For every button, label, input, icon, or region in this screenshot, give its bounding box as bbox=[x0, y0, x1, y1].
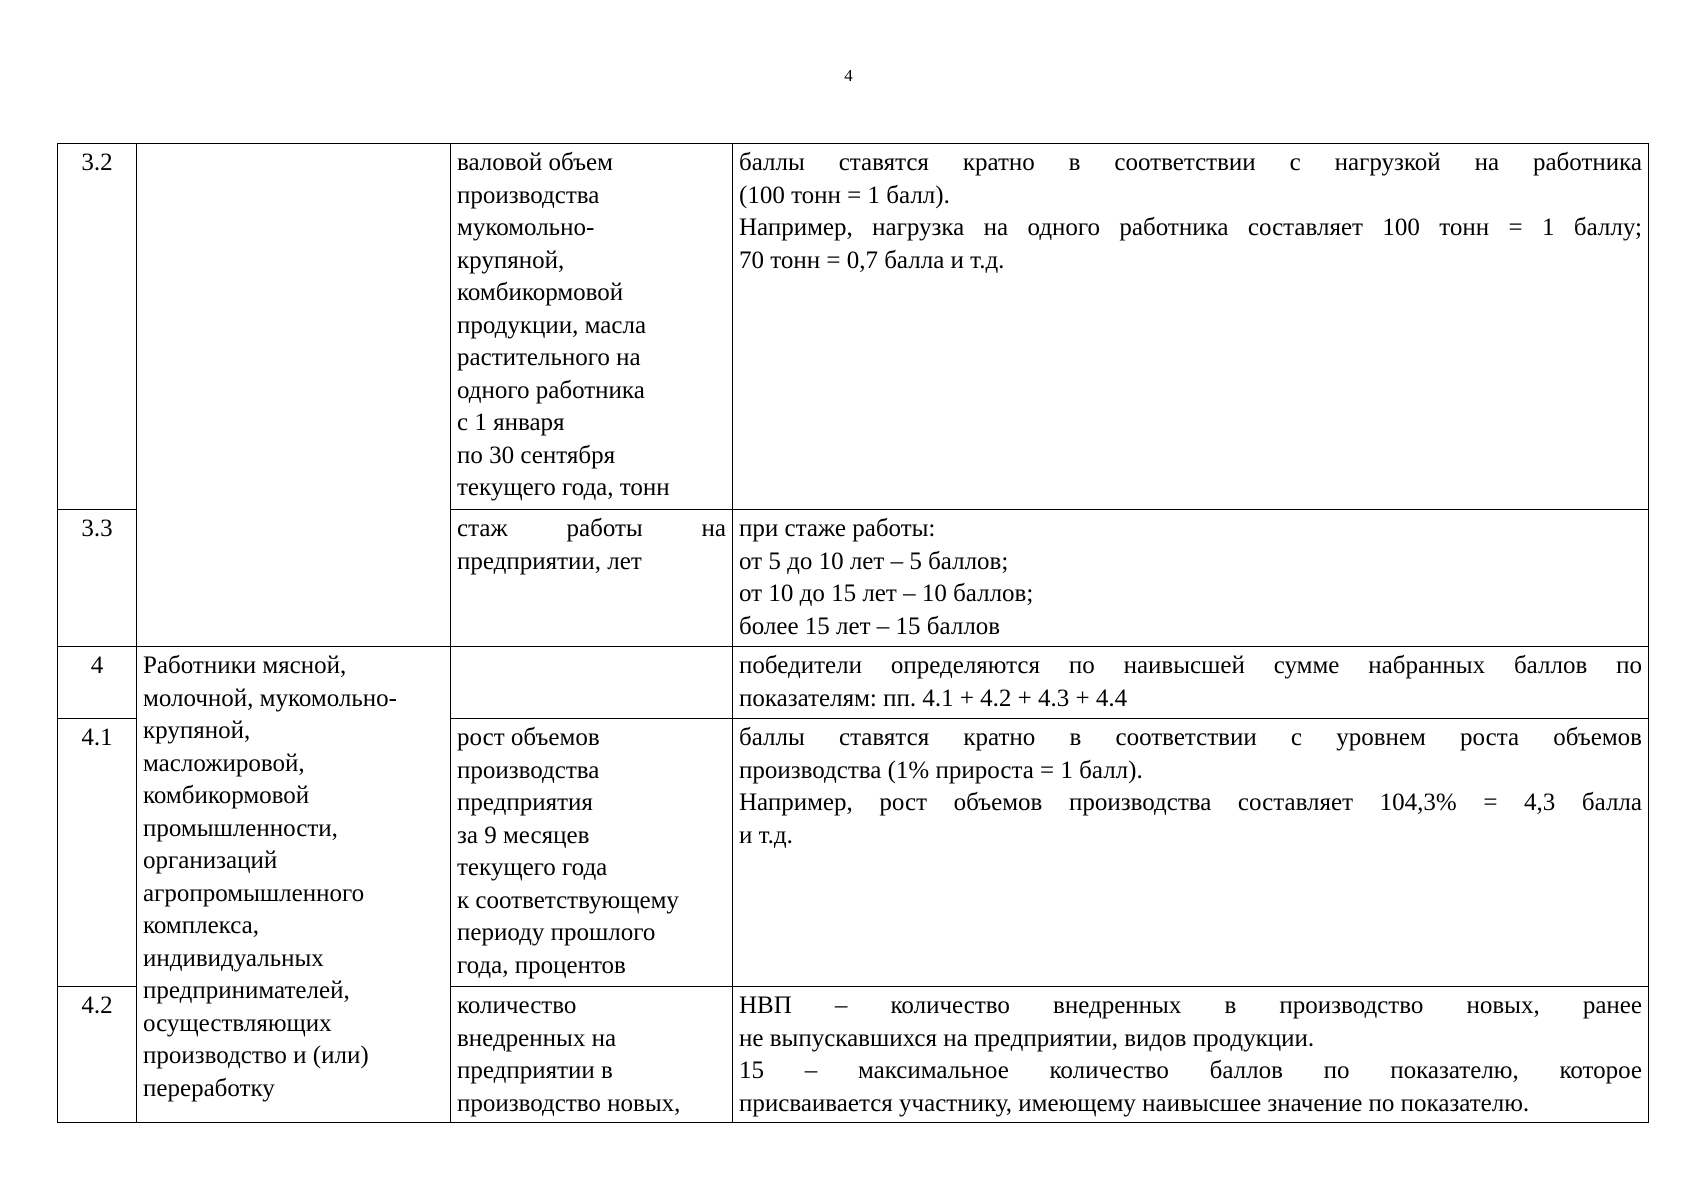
description-cell bbox=[733, 987, 1649, 1123]
description-line: победители определяются по наивысшей сумме набранных баллов по bbox=[739, 652, 1642, 679]
category-line: переработку bbox=[143, 1074, 275, 1102]
description-line: 15 – максимальное количество баллов по показателю, которое bbox=[739, 1057, 1642, 1084]
indicator-line: с 1 января bbox=[457, 409, 565, 436]
description-line: не выпускавшихся на предприятии, видов продукции. bbox=[739, 1024, 1315, 1052]
description-line: (100 тонн = 1 балл). bbox=[739, 181, 950, 209]
indicator-line: валовой объем bbox=[457, 149, 613, 176]
description-line: более 15 лет – 15 баллов bbox=[739, 612, 1001, 640]
indicator-cell bbox=[451, 719, 733, 987]
description-line: присваивается участнику, имеющему наивысшее значение по показателю. bbox=[739, 1089, 1530, 1117]
description-line: и т.д. bbox=[739, 821, 793, 849]
indicator-line: продукции, масла bbox=[457, 311, 647, 339]
indicator-line: текущего года bbox=[457, 854, 608, 881]
description-line: показателям: пп. 4.1 + 4.2 + 4.3 + 4.4 bbox=[739, 684, 1128, 712]
indicator-line: года, процентов bbox=[457, 951, 626, 979]
indicator-line: предприятии в bbox=[457, 1057, 613, 1084]
table-row-4 bbox=[58, 647, 1649, 719]
indicator-line: производство новых, bbox=[457, 1089, 681, 1117]
indicator-line: периоду прошлого bbox=[457, 919, 656, 946]
indicator-line: к соответствующему bbox=[457, 886, 679, 914]
category-line: масложировой, bbox=[143, 749, 305, 777]
category-line: крупяной, bbox=[143, 717, 251, 744]
description-line: Например, нагрузка на одного работника составляет 100 тонн = 1 баллу; bbox=[739, 214, 1642, 241]
indicator-line: стаж работы на bbox=[457, 515, 726, 542]
category-line: производство и (или) bbox=[143, 1042, 369, 1069]
description-cell bbox=[733, 647, 1649, 719]
category-line: молочной, мукомольно- bbox=[143, 684, 397, 712]
description-line: баллы ставятся кратно в соответствии с нагрузкой на работника bbox=[739, 149, 1642, 176]
category-cell bbox=[137, 647, 451, 1123]
criteria-table bbox=[57, 143, 1649, 1123]
indicator-cell bbox=[451, 987, 733, 1123]
category-line: осуществляющих bbox=[143, 1009, 332, 1037]
row-number: 4.2 bbox=[58, 987, 137, 1123]
indicator-line: предприятии, лет bbox=[457, 547, 642, 575]
description-cell bbox=[733, 719, 1649, 987]
indicator-line: крупяной, bbox=[457, 246, 565, 274]
category-line: агропромышленного bbox=[143, 879, 365, 907]
indicator-line: предприятия bbox=[457, 789, 593, 816]
category-line: комбикормовой bbox=[143, 782, 310, 809]
row-number: 4.1 bbox=[58, 719, 137, 987]
indicator-line: количество bbox=[457, 992, 577, 1019]
indicator-line: за 9 месяцев bbox=[457, 821, 590, 849]
indicator-line: производства bbox=[457, 181, 600, 209]
indicator-line: одного работника bbox=[457, 376, 645, 404]
category-line: Работники мясной, bbox=[143, 652, 347, 679]
indicator-cell bbox=[451, 510, 733, 647]
category-line: индивидуальных bbox=[143, 944, 324, 972]
description-cell bbox=[733, 510, 1649, 647]
category-line: комплекса, bbox=[143, 912, 259, 939]
indicator-line: текущего года, тонн bbox=[457, 474, 670, 501]
page-number: 4 bbox=[844, 66, 853, 85]
description-line: 70 тонн = 0,7 балла и т.д. bbox=[739, 246, 1005, 274]
category-line: промышленности, bbox=[143, 814, 338, 842]
indicator-cell-empty bbox=[451, 647, 733, 719]
indicator-line: по 30 сентября bbox=[457, 441, 616, 469]
description-line: НВП – количество внедренных в производство новых, ранее bbox=[739, 992, 1642, 1019]
indicator-line: рост объемов bbox=[457, 724, 600, 751]
description-cell bbox=[733, 144, 1649, 510]
description-line: от 10 до 15 лет – 10 баллов; bbox=[739, 580, 1034, 607]
row-number: 4 bbox=[58, 647, 137, 719]
indicator-line: мукомольно- bbox=[457, 214, 595, 241]
row-number: 3.3 bbox=[58, 510, 137, 647]
indicator-line: комбикормовой bbox=[457, 279, 624, 306]
category-line: организаций bbox=[143, 847, 278, 874]
indicator-cell bbox=[451, 144, 733, 510]
table-row-3-2 bbox=[58, 144, 1649, 510]
description-line: Например, рост объемов производства составляет 104,3% = 4,3 балла bbox=[739, 789, 1642, 816]
description-line: от 5 до 10 лет – 5 баллов; bbox=[739, 547, 1009, 575]
indicator-line: растительного на bbox=[457, 344, 641, 371]
description-line: при стаже работы: bbox=[739, 515, 936, 542]
indicator-line: производства bbox=[457, 756, 600, 784]
indicator-line: внедренных на bbox=[457, 1024, 617, 1052]
category-line: предпринимателей, bbox=[143, 977, 350, 1004]
description-line: производства (1% прироста = 1 балл). bbox=[739, 756, 1143, 784]
description-line: баллы ставятся кратно в соответствии с уровнем роста объемов bbox=[739, 724, 1642, 751]
category-cell-empty bbox=[137, 144, 451, 647]
row-number: 3.2 bbox=[58, 144, 137, 510]
